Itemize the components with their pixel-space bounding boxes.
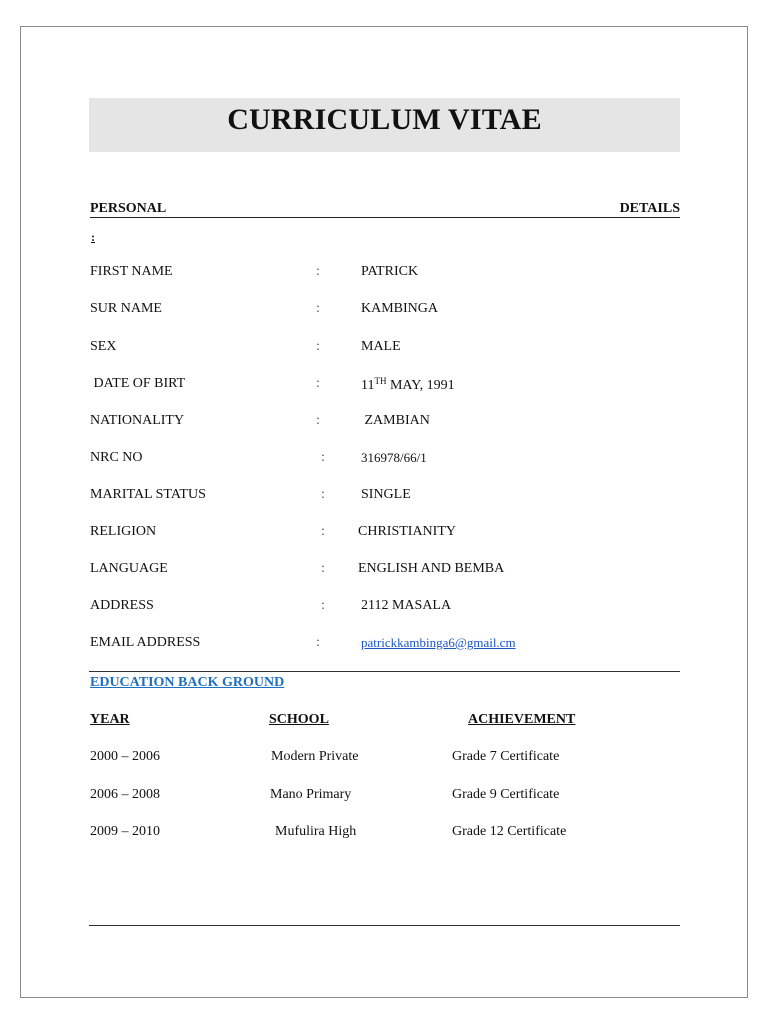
detail-value: ENGLISH AND BEMBA xyxy=(358,561,505,576)
detail-colon: : xyxy=(316,376,320,391)
detail-colon: : xyxy=(316,264,320,279)
detail-value xyxy=(361,635,516,652)
education-year-cell: 2009 – 2010 xyxy=(90,824,160,839)
section-divider xyxy=(89,671,680,672)
education-year-cell: 2000 – 2006 xyxy=(90,749,160,764)
detail-row-nrc-no xyxy=(90,450,680,470)
section-heading-right: DETAILS xyxy=(619,201,680,216)
education-school-cell: Mufulira High xyxy=(275,824,357,839)
education-header-school: SCHOOL xyxy=(269,712,329,727)
detail-value: 316978/66/1 xyxy=(361,450,427,465)
title-banner xyxy=(89,98,680,152)
education-achievement-cell: Grade 9 Certificate xyxy=(452,787,560,802)
education-header-achievement: ACHIEVEMENT xyxy=(468,712,576,727)
detail-colon: : xyxy=(316,339,320,354)
detail-row-first-name xyxy=(90,264,680,284)
education-achievement-cell: Grade 7 Certificate xyxy=(452,749,560,764)
document-title: CURRICULUM VITAE xyxy=(227,103,542,136)
detail-label: LANGUAGE xyxy=(90,561,168,576)
detail-label: RELIGION xyxy=(90,524,157,539)
heading-colon: : xyxy=(91,230,95,244)
detail-value: MALE xyxy=(361,339,401,354)
education-school-cell: Modern Private xyxy=(271,749,359,764)
detail-row-surname xyxy=(90,301,680,321)
bottom-divider xyxy=(89,925,680,926)
detail-colon: : xyxy=(316,635,320,650)
dob-month-year: MAY, 1991 xyxy=(386,378,455,393)
education-header-year: YEAR xyxy=(90,712,130,727)
section-heading-left: PERSONAL xyxy=(90,201,167,216)
dob-day: 11 xyxy=(361,378,375,393)
email-link[interactable]: patrickkambinga6@gmail.cm xyxy=(361,635,516,650)
detail-row-sex xyxy=(90,339,680,359)
detail-label: EMAIL ADDRESS xyxy=(90,635,201,650)
detail-value xyxy=(361,376,455,394)
detail-value: PATRICK xyxy=(361,264,419,279)
detail-label: SEX xyxy=(90,339,117,354)
detail-colon: : xyxy=(316,301,320,316)
detail-label: MARITAL STATUS xyxy=(90,487,206,502)
education-school-cell: Mano Primary xyxy=(270,787,352,802)
detail-row-date-of-birth xyxy=(90,376,680,396)
dob-suffix: TH xyxy=(374,376,387,386)
detail-row-address xyxy=(90,598,680,618)
detail-label: SUR NAME xyxy=(90,301,162,316)
detail-row-language xyxy=(90,561,680,581)
detail-label: FIRST NAME xyxy=(90,264,173,279)
detail-row-email xyxy=(90,635,680,655)
detail-label: ADDRESS xyxy=(90,598,154,613)
detail-colon: : xyxy=(321,524,325,539)
detail-label: DATE OF BIRT xyxy=(90,376,186,391)
education-year-cell: 2006 – 2008 xyxy=(90,787,160,802)
detail-row-marital-status xyxy=(90,487,680,507)
document-page xyxy=(20,26,748,998)
detail-colon: : xyxy=(321,598,325,613)
detail-colon: : xyxy=(321,487,325,502)
detail-colon: : xyxy=(321,561,325,576)
detail-colon: : xyxy=(321,450,325,465)
detail-value: CHRISTIANITY xyxy=(358,524,456,539)
education-achievement-cell: Grade 12 Certificate xyxy=(452,824,567,839)
detail-row-religion xyxy=(90,524,680,544)
detail-label: NRC NO xyxy=(90,450,143,465)
detail-value: 2112 MASALA xyxy=(361,598,452,613)
personal-details-heading xyxy=(90,201,680,218)
detail-value: ZAMBIAN xyxy=(361,413,430,428)
detail-colon: : xyxy=(316,413,320,428)
detail-row-nationality xyxy=(90,413,680,433)
detail-value: SINGLE xyxy=(361,487,411,502)
detail-label: NATIONALITY xyxy=(90,413,185,428)
education-heading: EDUCATION BACK GROUND xyxy=(90,675,285,690)
detail-value: KAMBINGA xyxy=(361,301,438,316)
